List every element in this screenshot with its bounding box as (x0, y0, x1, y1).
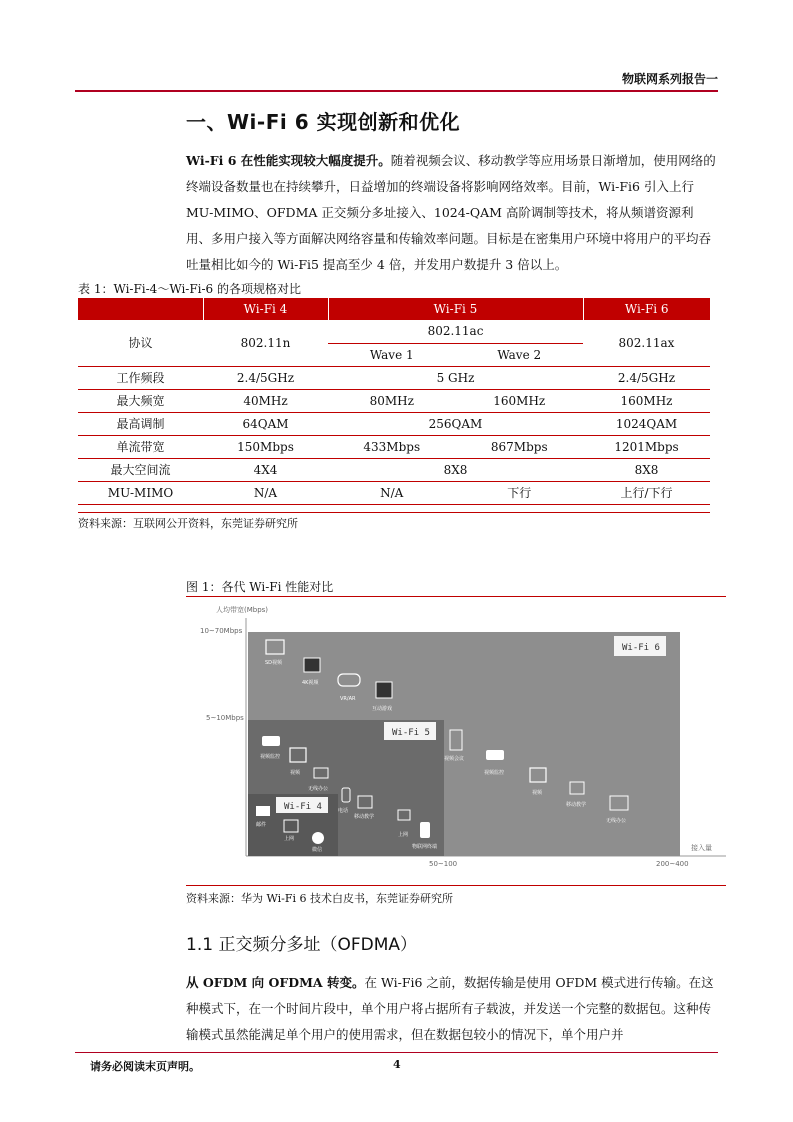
cell-spatial-wifi5: 8X8 (328, 458, 583, 481)
spec-table (78, 298, 710, 505)
figure-top-rule (186, 596, 726, 597)
cell-modulation-wifi6: 1024QAM (583, 412, 710, 435)
header-wifi4: Wi-Fi 4 (203, 298, 328, 320)
row-label-spatial: 最大空间流 (78, 458, 203, 481)
cell-spatial-wifi6: 8X8 (583, 458, 710, 481)
wifi6-label: Wi-Fi 6 (622, 643, 660, 653)
ofdma-lead: 从 OFDM 向 OFDMA 转变。 (186, 975, 365, 990)
x-axis-label: 接入量 (691, 844, 712, 852)
header-empty (78, 298, 203, 320)
cell-mumimo-wave1: N/A (328, 481, 456, 504)
video-monitor-label: 视频监控 (260, 754, 281, 760)
video-4k-icon (302, 658, 320, 686)
wireless-office-label: 无线办公 (308, 786, 329, 792)
intro-lead: Wi-Fi 6 在性能实现较大幅度提升。 (186, 153, 391, 168)
interactive-game-label: 互动游戏 (372, 706, 393, 712)
table-caption: 表 1：Wi-Fi-4～Wi-Fi-6 的各项规格对比 (78, 282, 302, 296)
cell-bandwidth-wave2: 160MHz (456, 389, 584, 412)
wifi-performance-figure (186, 600, 726, 882)
header-divider (75, 90, 718, 92)
cell-protocol-wifi4: 802.11n (203, 320, 328, 366)
intro-body: 随着视频会议、移动教学等应用场景日渐增加，使用网络的终端设备数量也在持续攀升，日益增加的终端设备将影响网络效率。目前，Wi-Fi6 引入上行 MU-MIMO、OFDMA 正交频分多址接入、1024-QAM 高阶调制等技术，将从频谱资源利用、多用户接入等方面解决网络容量和传输效率问题。目标是在密集用户环境中将用户的平均吞吐量相比如今的 Wi-Fi5 提高至少 4 倍，并发用户数提升 3 倍以上。 (186, 153, 716, 272)
figure-caption: 图 1：各代 Wi-Fi 性能对比 (186, 580, 334, 594)
y-tick-mid: 5~10Mbps (206, 714, 244, 722)
table-row (78, 435, 710, 458)
mobile-teach2-label: 移动教学 (566, 802, 587, 808)
wireless-office2-label: 无线办公 (606, 818, 627, 824)
report-series-title: 物联网系列报告一 (621, 72, 718, 86)
iot-terminal-label: 物联网终端 (412, 844, 438, 850)
cell-modulation-wifi5: 256QAM (328, 412, 583, 435)
mobile-teach-label: 移动教学 (354, 814, 375, 820)
row-label-mumimo: MU-MIMO (78, 481, 203, 504)
wifi5-label: Wi-Fi 5 (392, 728, 430, 738)
cell-modulation-wifi4: 64QAM (203, 412, 328, 435)
cell-stream-wave1: 433Mbps (328, 435, 456, 458)
cell-mumimo-wave2: 下行 (456, 481, 584, 504)
figure-source: 资料来源：华为 Wi-Fi 6 技术白皮书，东莞证券研究所 (186, 892, 453, 905)
cell-bandwidth-wave1: 80MHz (328, 389, 456, 412)
row-label-band: 工作频段 (78, 366, 203, 389)
table-row (78, 366, 710, 389)
chat-label: 微信 (312, 847, 323, 853)
video-monitor2-label: 视频监控 (484, 770, 505, 776)
disclaimer-note: 请务必阅读末页声明。 (90, 1060, 200, 1073)
subsection-heading: 1.1 正交频分多址（OFDMA） (186, 935, 417, 955)
web-label: 上网 (284, 836, 295, 842)
video-4k-label: 4K视频 (302, 680, 319, 686)
table-row (78, 458, 710, 481)
intro-paragraph (186, 148, 716, 278)
mail-label: 邮件 (256, 822, 267, 828)
table-header-row (78, 298, 710, 320)
cell-stream-wifi4: 150Mbps (203, 435, 328, 458)
table-row (78, 481, 710, 504)
web2-label: 上网 (398, 832, 409, 838)
phone-label: 电话 (338, 808, 349, 814)
row-label-modulation: 最高调制 (78, 412, 203, 435)
x-tick-high: 200~400 (656, 860, 689, 868)
cell-mumimo-wifi4: N/A (203, 481, 328, 504)
cell-band-wifi4: 2.4/5GHz (203, 366, 328, 389)
y-tick-high: 10~70Mbps (200, 627, 243, 635)
footer-divider (75, 1052, 718, 1053)
cell-mumimo-wifi6: 上行/下行 (583, 481, 710, 504)
cell-protocol-wifi5: 802.11ac (328, 320, 583, 343)
cell-bandwidth-wifi4: 40MHz (203, 389, 328, 412)
cell-stream-wave2: 867Mbps (456, 435, 584, 458)
section-heading: 一、Wi-Fi 6 实现创新和优化 (186, 110, 461, 134)
wifi4-label: Wi-Fi 4 (284, 802, 322, 812)
page-number: 4 (393, 1058, 401, 1071)
cell-spatial-wifi4: 4X4 (203, 458, 328, 481)
table-source: 资料来源：互联网公开资料，东莞证券研究所 (78, 512, 710, 531)
x-tick-mid: 50~100 (429, 860, 458, 868)
video-label: 视频 (290, 770, 301, 776)
row-label-stream-rate: 单流带宽 (78, 435, 203, 458)
video-conf-label: 视频会议 (444, 756, 465, 762)
cell-bandwidth-wifi6: 160MHz (583, 389, 710, 412)
table-row (78, 320, 710, 343)
cell-stream-wifi6: 1201Mbps (583, 435, 710, 458)
header-wifi6: Wi-Fi 6 (583, 298, 710, 320)
ofdma-body: 在 Wi-Fi6 之前，数据传输是使用 OFDM 模式进行传输。在这种模式下，在一个时间片段中，单个用户将占据所有子载波，并发送一个完整的数据包。这种传输模式虽然能满足单个用户的使用需求，但在数据包较小的情况下，单个用户并 (186, 975, 714, 1042)
vr-ar-label: VR/AR (340, 696, 356, 702)
sd-video-label: SD视频 (265, 660, 283, 666)
row-label-protocol: 协议 (78, 320, 203, 366)
cell-band-wifi6: 2.4/5GHz (583, 366, 710, 389)
cell-protocol-wave2: Wave 2 (456, 343, 584, 366)
video2-label: 视频 (532, 790, 543, 796)
cell-protocol-wave1: Wave 1 (328, 343, 456, 366)
table-row (78, 389, 710, 412)
table-row (78, 412, 710, 435)
ofdma-paragraph (186, 970, 716, 1048)
figure-bottom-rule (186, 885, 726, 886)
header-wifi5: Wi-Fi 5 (328, 298, 583, 320)
cell-band-wifi5: 5 GHz (328, 366, 583, 389)
y-axis-label: 人均带宽(Mbps) (216, 606, 269, 614)
cell-protocol-wifi6: 802.11ax (583, 320, 710, 366)
row-label-bandwidth: 最大频宽 (78, 389, 203, 412)
